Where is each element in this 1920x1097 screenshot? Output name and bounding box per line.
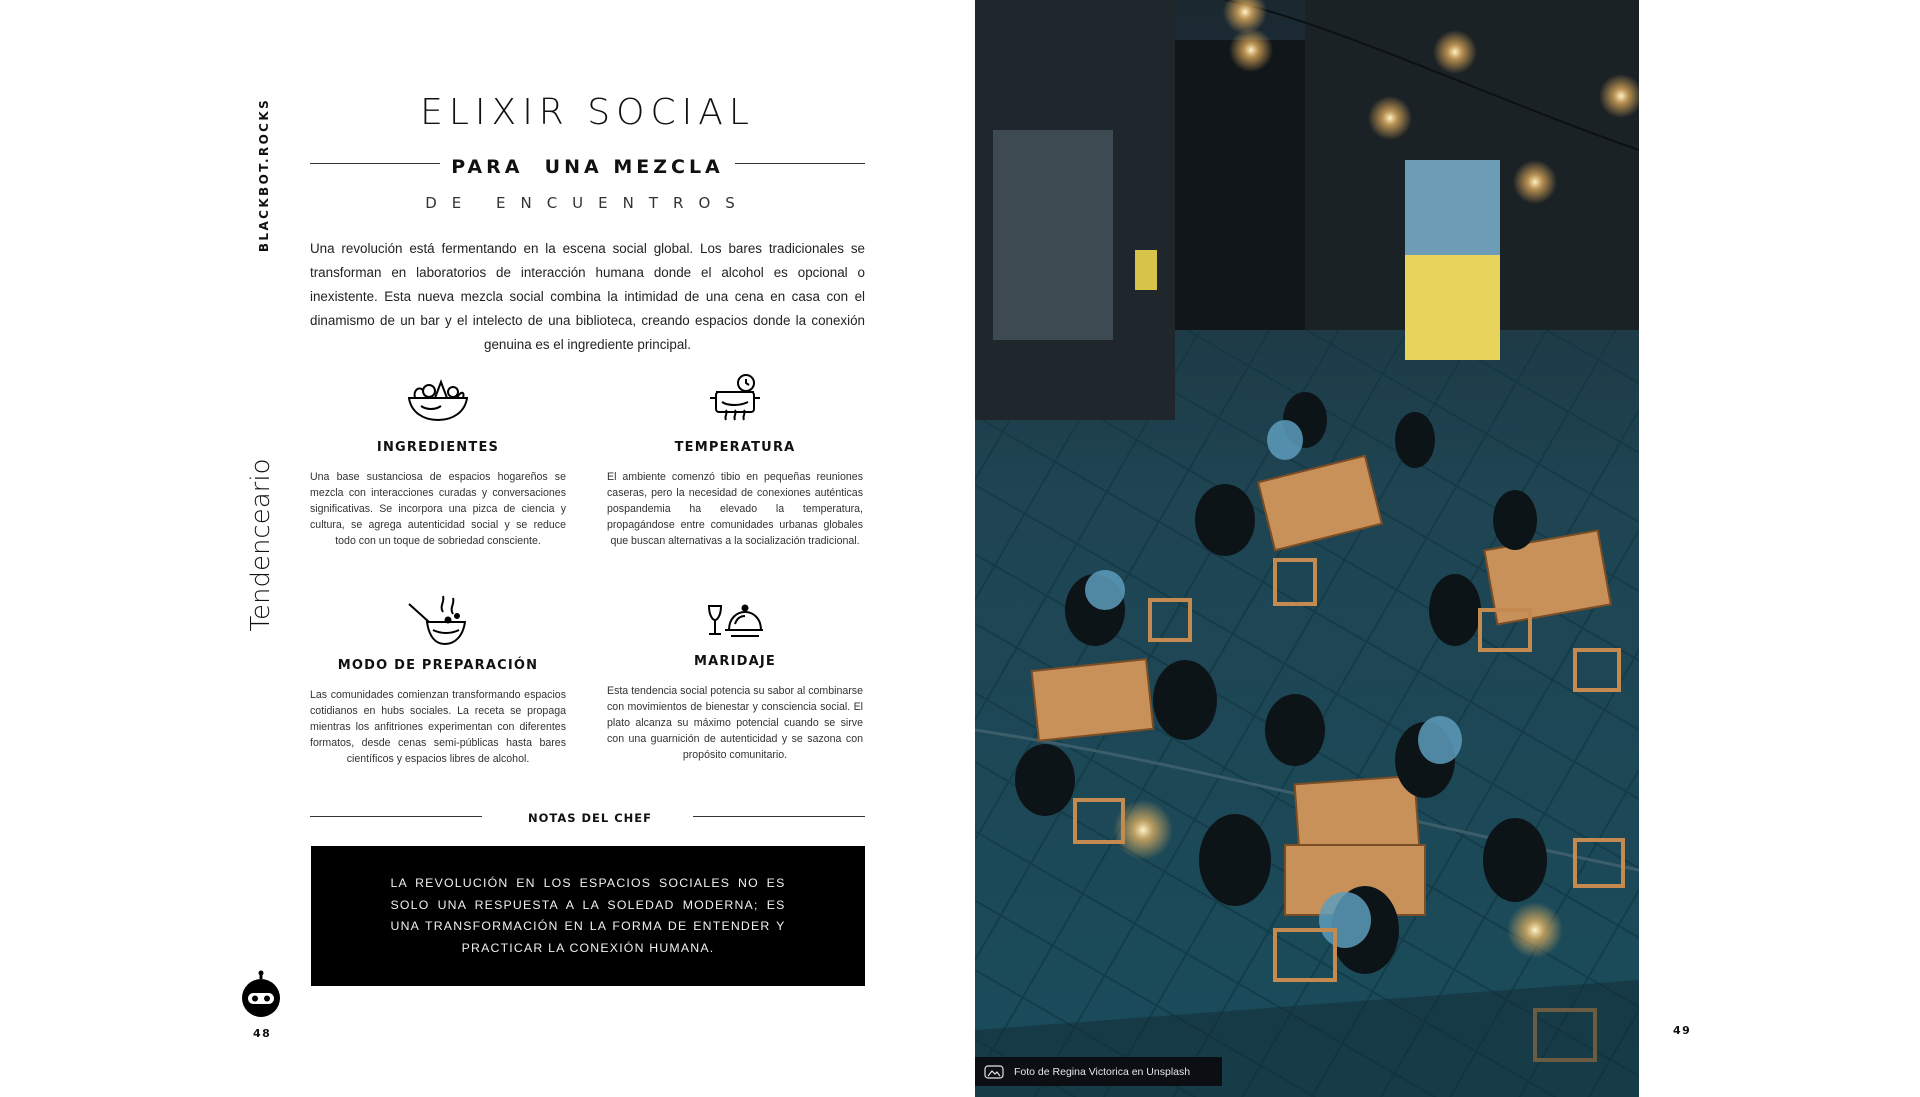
intro-paragraph: Una revolución está fermentando en la escena social global. Los bares tradicionales se transforman en laboratorios de interacción humana donde el alcohol es opcional o inexistente. Esta nueva mezcla social combina la intimidad de una cena en casa con el dinamismo de un bar y el intelecto de una biblioteca, creando espacios donde la conexión genuina es el ingrediente principal. bbox=[310, 241, 865, 352]
section-preparation bbox=[310, 592, 566, 767]
frying-pan-icon bbox=[403, 592, 473, 650]
salad-bowl-icon bbox=[405, 376, 471, 424]
cooking-pot-timer-icon bbox=[704, 372, 766, 424]
article-title: ELIXIR SOCIAL bbox=[420, 92, 755, 133]
article-subtitle-secondary: DE ENCUENTROS bbox=[425, 194, 750, 212]
section-title: MARIDAJE bbox=[693, 654, 776, 669]
photo-illustration bbox=[975, 0, 1639, 1097]
publication-logo bbox=[244, 455, 278, 635]
photo-credit[interactable] bbox=[975, 1057, 1222, 1086]
wine-glass-cloche-icon bbox=[705, 600, 765, 646]
cafe-photo bbox=[975, 0, 1639, 1097]
logo-text: Tendenceario bbox=[246, 458, 276, 632]
section-text: Una base sustanciosa de espacios hogareños se mezcla con interacciones curadas y conversaciones significativas. Se incorpora una pizca de ciencia y cultura, se agrega autenticidad social y se reduce todo con un toque de sobriedad consciente. bbox=[310, 471, 566, 547]
article-subtitle: PARA UNA MEZCLA bbox=[451, 156, 724, 178]
section-text: El ambiente comenzó tibio en pequeñas reuniones caseras, pero la necesidad de conexiones auténticas pospandemia ha elevado la temperatura, propagándose entre comunidades urbanas globales que buscan alternativas a la socialización tradicional. bbox=[607, 471, 863, 547]
section-temperature bbox=[607, 372, 863, 549]
photo-credit-text: Foto de Regina Victorica en Unsplash bbox=[1014, 1065, 1191, 1078]
notes-rule-right bbox=[693, 816, 865, 817]
chef-notes-quote-box bbox=[311, 846, 865, 986]
brand-vertical-text bbox=[257, 97, 271, 253]
section-text: Las comunidades comienzan transformando espacios cotidianos en hubs sociales. La receta se propaga mientras los anfitriones experimentan con diferentes formatos, desde cenas semi-públicas hasta bares científicos y espacios libres de alcohol. bbox=[310, 689, 566, 765]
section-text: Esta tendencia social potencia su sabor al combinarse con movimientos de bienestar y consciencia social. El plato alcanza su máximo potencial cuando se sirve con una guarnición de autenticidad y se sazona con propósito comunitario. bbox=[607, 685, 863, 761]
chef-notes-label: NOTAS DEL CHEF bbox=[527, 811, 653, 825]
robot-logo-icon bbox=[240, 970, 282, 1018]
page-number-left: 48 bbox=[253, 1027, 272, 1040]
notes-rule-left bbox=[310, 816, 482, 817]
section-ingredients bbox=[310, 376, 566, 549]
page-number-right: 49 bbox=[1673, 1024, 1692, 1037]
section-title: TEMPERATURA bbox=[674, 440, 796, 455]
section-title: INGREDIENTES bbox=[376, 440, 500, 455]
section-title: MODO DE PREPARACIÓN bbox=[337, 658, 539, 673]
section-pairing bbox=[607, 600, 863, 763]
brand-text: BLACKBOT.ROCKS bbox=[257, 97, 271, 253]
image-icon bbox=[984, 1065, 1004, 1079]
chef-notes-quote: LA REVOLUCIÓN EN LOS ESPACIOS SOCIALES NO ES SOLO UNA RESPUESTA A LA SOLEDAD MODERNA; ES UNA TRANSFORMACIÓN EN LA FORMA DE ENTENDER Y PRACTICAR LA CONEXIÓN HUMANA. bbox=[390, 876, 786, 955]
